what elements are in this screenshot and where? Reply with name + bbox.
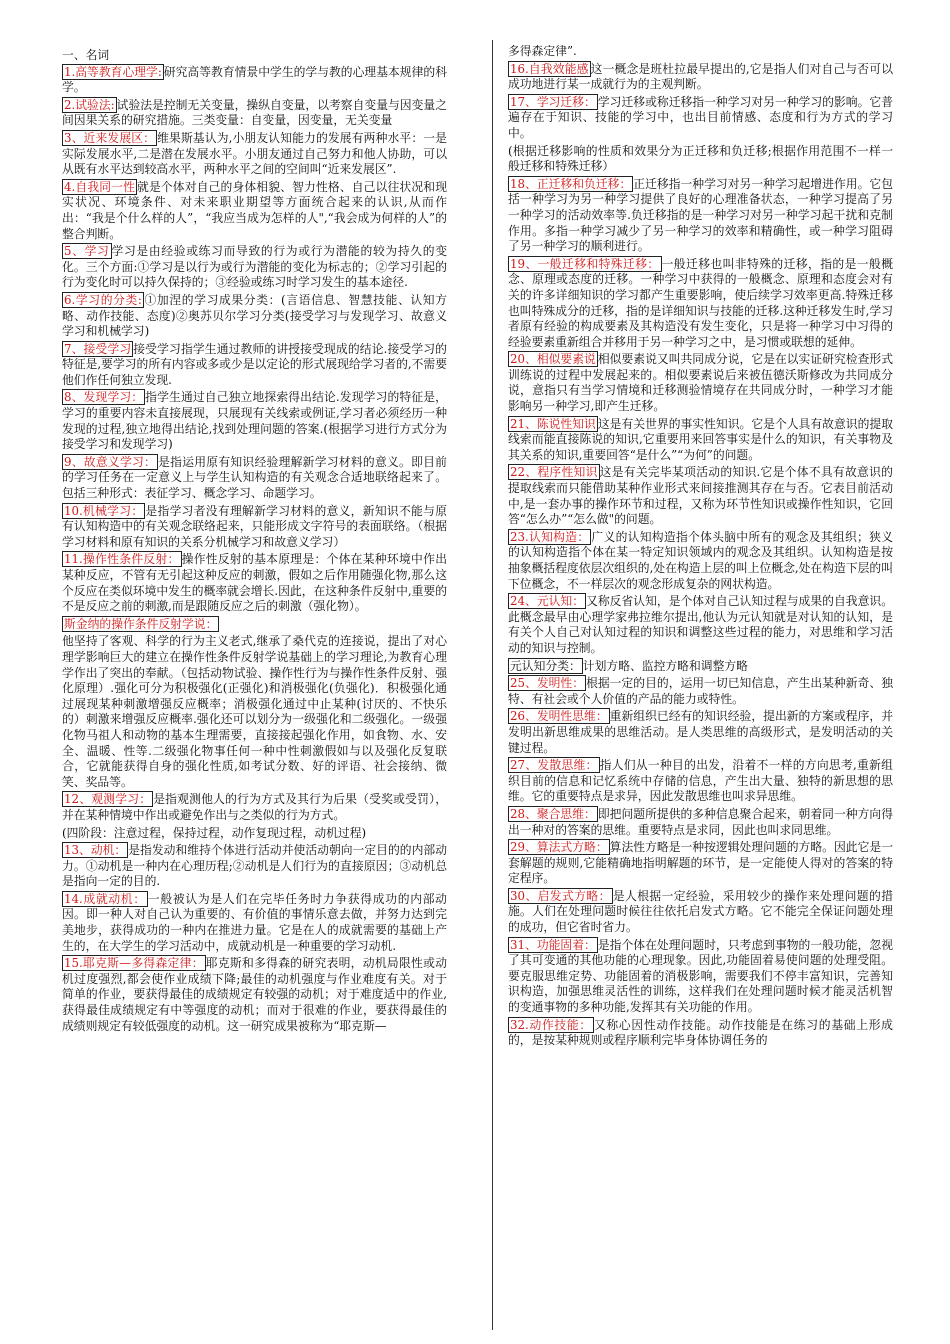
glossary-term: 22、程序性知识 (510, 465, 598, 480)
glossary-entry (62, 617, 447, 633)
glossary-definition: 又称反省认知，是个体对自己认知过程与成果的自我意识。此概念最早由心理学家弗拉维尔提出,他认为元认知就是对认知的认知，是有关个人自己对认知过程的知识和调整这些过程的能力，对思维和学习活动的知识与控制。 (508, 594, 893, 655)
glossary-term: 4.自我同一性 (64, 179, 136, 194)
glossary-entry (508, 62, 893, 93)
glossary-term: 30、启发式方略： (510, 888, 611, 903)
glossary-entry (62, 65, 447, 96)
glossary-term: 斯金纳的操作条件反射学说： (64, 616, 218, 631)
glossary-term: 16.自我效能感 (510, 61, 589, 76)
glossary-term: 元认知分类： (510, 658, 581, 673)
glossary-term: 8、发现学习： (64, 390, 144, 405)
glossary-term: 12、观测学习： (64, 792, 152, 807)
glossary-definition: 接受学习指学生通过教师的讲授接受现成的结论.接受学习的特征是,要学习的所有内容或多或少是以定论的形式展现给学习者的,不需要他们作任何独立发现. (62, 341, 448, 387)
glossary-term: 6.学习的分类: (64, 292, 142, 307)
glossary-entry (62, 131, 447, 178)
glossary-term: 24、元认知： (510, 594, 585, 609)
glossary-entry (508, 352, 893, 414)
glossary-definition: 一般迁移也叫非特殊的迁移，指的是一般概念、原理或态度的迁移。一种学习中获得的一般概念、原理和态度会对有关的许多详细知识的学习都产生重要影响，使后续学习效率更高.特殊迁移也叫特殊成分的迁移，指的是详细知识与技能的迁移.这种迁移发生时,学习者原有经验的构成要素及其构造没有发生变化，只是将一种学习中习得的经验要素重新组合并移用于另一种学习之中，是习惯或联想的延伸。 (508, 256, 894, 349)
glossary-term: 9、故意义学习： (64, 454, 157, 469)
left-column (62, 48, 447, 1036)
glossary-entry (508, 144, 893, 175)
glossary-entry (508, 95, 893, 142)
glossary-term: 23.认知构造： (510, 529, 590, 544)
glossary-entry (62, 956, 447, 1034)
glossary-definition: 广义的认知构造指个体头脑中所有的观念及其组织；狭义的认知构造指个体在某一特定知识领域内的观念及其组织。认知构造是按抽象概括程度依层次组织的,处在构造上层的叫上位概念,处在构造下层的叫下位概念，不一样层次的观念形成复杂的网状构造。 (508, 529, 894, 591)
glossary-definition: 即把问题所提供的多种信息聚合起来，朝着同一种方向得出一种对的答案的思维。重要特点是求同，因此也叫求同思维。 (508, 806, 893, 837)
glossary-entry (62, 826, 447, 842)
glossary-entry (62, 892, 447, 954)
glossary-entry (508, 758, 893, 805)
glossary-term: 27、发散思维： (510, 758, 598, 773)
glossary-entry (62, 792, 447, 823)
glossary-term: 21、陈说性知识 (510, 416, 596, 431)
section-heading: 一、名词 (62, 48, 110, 62)
glossary-term: 14.成就动机： (64, 891, 146, 906)
glossary-entry (508, 1018, 893, 1049)
glossary-definition: 是指观测他人的行为方式及其行为后果（受奖或受罚），并在某种情境中作出或避免作出与之类似的行为方式。 (62, 792, 447, 822)
glossary-entry (62, 455, 447, 502)
glossary-term: 1.高等教育心理学: (64, 64, 162, 79)
glossary-entry (508, 807, 893, 838)
glossary-term: 3、近来发展区： (64, 130, 156, 145)
glossary-definition: 计划方略、监控方略和调整方略 (582, 658, 748, 673)
glossary-definition: 相似要素说又叫共同成分说，它是在以实证研究检查形式训练说的过程中发展起来的。相似要素说后来被伍德沃斯修改为共同成分说，意指只有当学习情境和迁移测验情境存在共同成分时，一种学习才能影响另一种学习,即产生迁移。 (508, 352, 893, 414)
glossary-entry (508, 44, 893, 60)
glossary-term: 17、学习迁移： (510, 94, 596, 109)
glossary-term: 25、发明性： (510, 676, 585, 691)
right-entries (508, 44, 893, 1049)
glossary-definition: 正迁移指一种学习对另一种学习起增进作用。它包括一种学习为另一种学习提供了良好的心理准备状态，一种学习提高了另一种学习的活动效率等.负迁移指的是一种学习对另一种学习起干扰和克制作用。多指一种学习减少了另一种学习的效率和精确性，或一种学习阻碍了另一种学习的顺利进行。 (508, 176, 893, 254)
glossary-entry (62, 504, 447, 551)
glossary-term: 31、功能固着： (510, 937, 596, 952)
glossary-entry (508, 530, 893, 592)
glossary-entry (62, 180, 447, 242)
glossary-definition: 耶克斯和多得森的研究表明，动机局限性或动机过度强烈,都会使作业成绩下降;最佳的动机强度与作业难度有关。对于简单的作业，要获得最佳的成绩规定有较强的动机；对于难度适中的作业,获得最佳成绩规定有中等强度的动机；而对于很难的作业，要获得最佳的成绩则规定有较低强度的动机。这一研究成果被称为“耶克斯— (62, 956, 447, 1033)
glossary-definition: 操作性反射的基本原理是：个体在某种环境中作出某种反应，不管有无引起这种反应的刺激，假如之后作用随强化物,那么这个反应在类似环境中发生的概率就会增长.因此，在这种条件反射中,重要的不是反应之前的刺激,而是跟随反应之后的刺激（强化物）。 (62, 552, 448, 614)
glossary-definition: 重新组织已经有的知识经验，提出新的方案或程序，并发明出新思维成果的思维活动。是人类思维的高级形式，是发明活动的关键过程。 (508, 709, 893, 755)
glossary-entry (508, 938, 893, 1016)
glossary-term: 26、发明性思维： (510, 709, 608, 724)
glossary-entry (508, 840, 893, 887)
glossary-definition: 是人根据一定经验，采用较少的操作来处理问题的措施。人们在处理问题时候往往依托启发式方略。它不能完全保证问题处理的成功，但它省时省力。 (508, 888, 893, 935)
glossary-definition: 维果斯基认为,小朋友认知能力的发展有两种水平：一是实际发展水平,二是潜在发展水平。小朋友通过自己努力和他人协助，可以从既有水平达到较高水平，两种水平之间的空间叫“近来发展区”. (62, 130, 447, 177)
glossary-term: 10.机械学习： (64, 503, 144, 518)
glossary-definition: 研究高等教育情景中学生的学与教的心理基本规律的科学。 (62, 64, 447, 95)
glossary-definition: (根据迁移影响的性质和效果分为正迁移和负迁移;根据作用范围不一样一般迁移和特殊迁移） (508, 143, 893, 174)
glossary-entry (508, 257, 893, 351)
glossary-term: 13、动机： (64, 843, 127, 858)
glossary-definition: 这是有关完毕某项活动的知识.它是个体不具有故意识的提取线索而只能借助某种作业形式来间接推测其存在与否。它表目前活动中,是一套办事的操作环节和过程，又称为环节性知识或操作性知识，它回答“怎么办”“怎么做"的问题。 (508, 465, 893, 527)
glossary-entry (62, 390, 447, 452)
glossary-definition: 学习迁移或称迁移指一种学习对另一种学习的影响。它普遍存在于知识、技能的学习中，也出目前情感、态度和行为方式的学习中。 (508, 94, 893, 140)
glossary-entry (508, 676, 893, 707)
glossary-definition: 学习是由经验或练习而导致的行为或行为潜能的较为持久的变化。三个方面:①学习是以行为或行为潜能的变化为标志的；②学习引起的行为变化时可以持久保持的；③经验或练习时学习发生的基本途径. (62, 244, 447, 290)
left-entries (62, 65, 447, 1035)
glossary-definition: 根据一定的目的，运用一切已知信息，产生出某种新奇、独特、有社会或个人价值的产品的能力或特性。 (508, 676, 893, 706)
glossary-term: 15.耶克斯—多得森定律： (64, 956, 204, 971)
glossary-definition: 多得森定律”. (508, 44, 577, 58)
glossary-entry (508, 889, 893, 936)
glossary-entry (62, 552, 447, 614)
glossary-entry (508, 594, 893, 656)
column-divider (492, 40, 493, 1330)
glossary-term: 29、算法式方略： (510, 840, 608, 855)
glossary-entry (62, 98, 447, 129)
glossary-definition: 这一概念是班杜拉最早提出的,它是指人们对自己与否可以成功地进行某一成就行为的主观判断。 (508, 61, 893, 92)
right-column (508, 44, 893, 1051)
glossary-definition: 就是个体对自己的身体相貌、智力性格、自己以往状况和现实状况、环境条件、对未来职业期望等方面统合起来的认识,从而作出：“我是个什么样的人”，“我应当成为怎样的人",“我会成为何样的人”的整合判断。 (62, 179, 447, 241)
glossary-definition: 指学生通过自己独立地探索得出结论.发现学习的特征是，学习的重要内容未直接展现，只展现有关线索或例证,学习者必须经历一种发现的过程,独立地得出结论,找到处理问题的答案.(根据学习进行方式分为接受学习和发现学习) (62, 390, 447, 452)
glossary-definition: ①加涅的学习成果分类：(言语信息、智慧技能、认知方略、动作技能、态度)②奥苏贝尔学习分类(接受学习与发现学习、故意义学习和机械学习) (62, 292, 447, 339)
glossary-definition: 又称心因性动作技能。动作技能是在练习的基础上形成的，是按某种规则或程序顺利完毕身体协调任务的 (508, 1017, 893, 1048)
glossary-definition: (四阶段：注意过程，保持过程，动作复现过程，动机过程) (62, 825, 367, 840)
glossary-definition: 是指学习者没有理解新学习材料的意义，新知识不能与原有认知构造中的有关观念联络起来，只能形成文字符号的表面联络。（根据学习材料和原有知识的关系分机械学习和故意义学习） (62, 503, 447, 549)
glossary-definition: 指人们从一种目的出发，沿着不一样的方向思考,重新组织目前的信息和记忆系统中存储的信息，产生出大量、独特的新思想的思维。它的重要特点是求异，因此发散思维也叫求异思维。 (508, 758, 893, 804)
glossary-term: 20、相似要素说 (510, 352, 596, 367)
glossary-entry (508, 417, 893, 464)
glossary-definition: 是指个体在处理问题时，只考虑到事物的一般功能，忽视了其可变通的其他功能的心理现象。因此,功能固着易使问题的处理受阻。要克服思维定势、功能固着的消极影响，需要我们不停丰富知识，完善知识构造，加强思维灵活性的训练，这样我们在处理问题时候才能灵活机智的变通事物的多种功能,发挥其有关功能的作用。 (508, 937, 893, 1015)
glossary-term: 32.动作技能： (510, 1017, 592, 1032)
glossary-entry (62, 244, 447, 291)
glossary-term: 5、学习 (64, 244, 110, 259)
glossary-entry (508, 465, 893, 527)
glossary-term: 28、聚合思维： (510, 806, 596, 821)
glossary-term: 11.操作性条件反射： (64, 552, 180, 567)
glossary-term: 2.试验法: (64, 97, 115, 112)
glossary-term: 19、一般迁移和特殊迁移： (510, 256, 660, 271)
glossary-definition: 一般被认为是人们在完毕任务时力争获得成功的内部动因。即一种人对自己认为重要的、有价值的事情乐意去做，并努力达到完美地步，获得成功的一种内在推进力量。它是在人的成就需要的基础上产生的，在大学生的学习活动中，成就动机是一种重要的学习动机. (62, 891, 447, 953)
glossary-definition: 这是有关世界的事实性知识。它是个人具有故意识的提取线索而能直接陈说的知识,它重要用来回答事实是什么的知识，有关事物及其关系的知识,重要回答“是什么”“为何”的问题。 (508, 416, 893, 462)
glossary-term: 18、正迁移和负迁移： (510, 176, 632, 191)
glossary-definition: 算法性方略是一种按逻辑处理问题的方略。因此它是一套解题的规则,它能精确地指明解题的环节，是一定能使人得对的答案的特定程序。 (508, 840, 893, 886)
glossary-entry (62, 342, 447, 389)
glossary-term: 7、接受学习 (64, 341, 132, 356)
glossary-definition: 他坚持了客观、科学的行为主义老式,继承了桑代克的连接说，提出了对心理学影响巨大的建立在操作性条件反射学说基础上的学习理论,为教育心理学作出了突出的奉献。（包括动物试验、操作性行为与操作性条件反射、强化原理）.强化可分为积极强化(正强化)和消极强化(负强化)．积极强化通过展现某种刺激增强反应概率；消极强化通过中止某种(讨厌的、不快乐的）刺激来增强反应概率.强化还可以划分为一级强化和二级强化。一级强化物马祖人和动物的基本生理需要，直接接起强化作用，如食物、水、安全、温暖、性等.二级强化物事任何一种中性刺激假如与以及强化反复联合，它就能获得自身的强化性质,如考试分数、好的评语、社会接纳、微笑、奖品等。 (62, 634, 447, 789)
glossary-definition: 试验法是控制无关变量，操纵自变量，以考察自变量与因变量之间因果关系的研究措施。三类变量：自变量，因变量，无关变量 (62, 97, 447, 128)
glossary-definition: 是指发动和维持个体进行活动并使活动朝向一定目的的内部动力。①动机是一种内在心理历程;②动机是人们行为的直接原因；③动机总是指向一定的目的. (62, 843, 447, 889)
glossary-entry (508, 659, 893, 675)
glossary-entry (62, 843, 447, 890)
glossary-entry (62, 634, 447, 790)
glossary-entry (508, 177, 893, 255)
glossary-entry (508, 709, 893, 756)
glossary-entry (62, 293, 447, 340)
glossary-definition: 是指运用原有知识经验理解新学习材料的意义。即目前的学习任务在一定意义上与学生认知构造的有关观念合适地联络起来了。包括三种形式：表征学习、概念学习、命题学习。 (62, 454, 447, 501)
